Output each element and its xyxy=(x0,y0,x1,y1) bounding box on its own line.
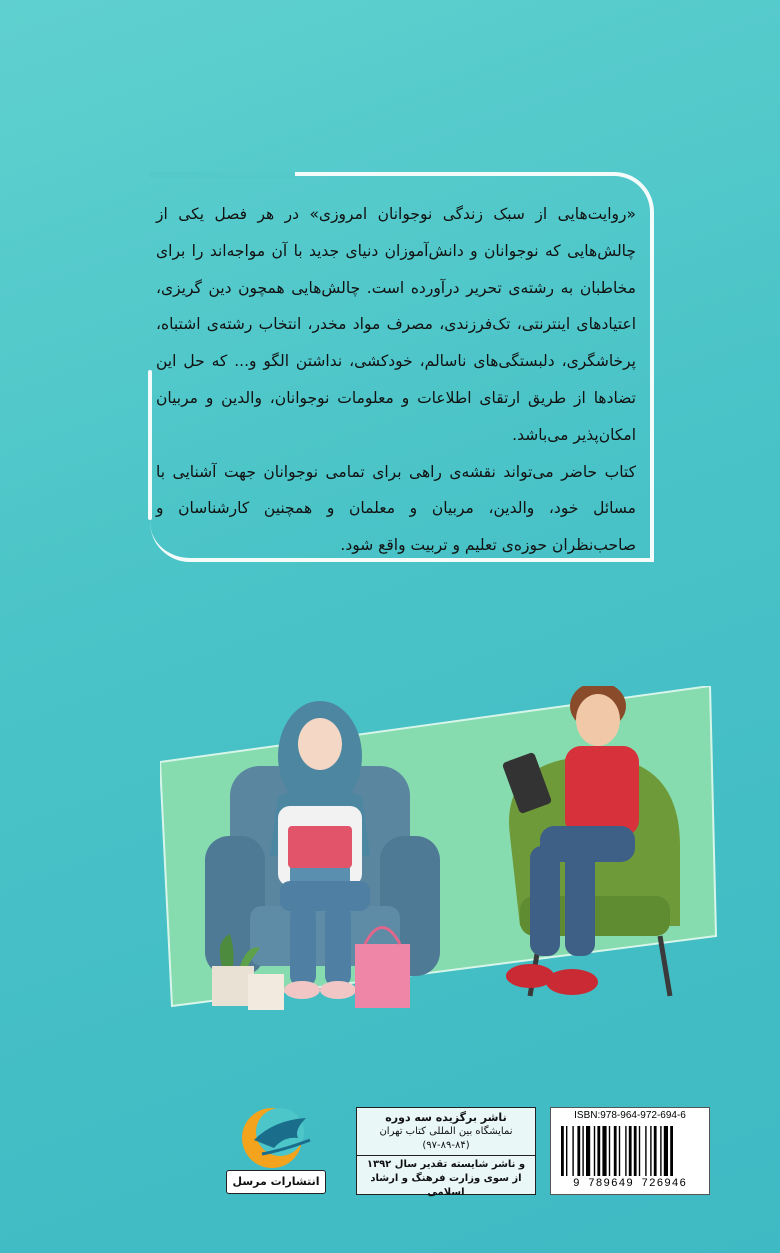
illustration-teens-reading xyxy=(160,686,720,1016)
award-line-1: ناشر برگزیده سه دوره xyxy=(385,1111,507,1124)
blurb-frame-left xyxy=(148,370,152,520)
ean-number: 9 789649 726946 xyxy=(572,1178,688,1190)
blurb-frame-gap xyxy=(150,172,295,178)
award-line-5: از سوی وزارت فرهنگ و ارشاد اسلامی xyxy=(370,1173,522,1198)
publisher-name: انتشارات مرسل xyxy=(226,1170,326,1194)
isbn-label: ISBN:978-964-972-694-6 xyxy=(574,1110,686,1121)
back-cover-blurb xyxy=(156,196,636,564)
blurb-paragraph-2: کتاب حاضر می‌تواند نقشه‌ی راهی برای تمامی نوجوانان جهت آشنایی با مسائل خود، والدین، مربیان و معلمان و همچنین کارشناسان و صاحب‌نظران حوزه‌ی تعلیم و تربیت واقع شود. xyxy=(156,462,636,555)
award-line-4: و ناشر شایسته تقدیر سال ۱۳۹۲ xyxy=(366,1159,526,1170)
barcode xyxy=(550,1107,710,1195)
blurb-paragraph-1: «روایت‌هایی از سبک زندگی نوجوانان امروزی» در هر فصل یکی از چالش‌هایی که نوجوانان و دانش‌آموزان دنیای جدید با آن مواجه‌اند را برای مخاطبان به رشته‌ی تحریر درآورده است. چالش‌هایی همچون دین گریزی، اعتیادهای اینترنتی، تک‌فرزندی، مصرف مواد مخدر، انتخاب رشته‌ی اشتباه، پرخاشگری، دلبستگی‌های ناسالم، خودکشی، نداشتن الگو و... که حل این تضادها از طریق ارتقای اطلاعات و معلومات نوجوانان، والدین و مربیان امکان‌پذیر می‌باشد. xyxy=(156,205,636,444)
award-divider xyxy=(357,1155,535,1156)
award-line-2: نمایشگاه بین المللی کتاب تهران xyxy=(379,1126,513,1137)
award-line-3: (۹۷-۸۹-۸۴) xyxy=(422,1140,470,1151)
award-box xyxy=(356,1107,536,1198)
